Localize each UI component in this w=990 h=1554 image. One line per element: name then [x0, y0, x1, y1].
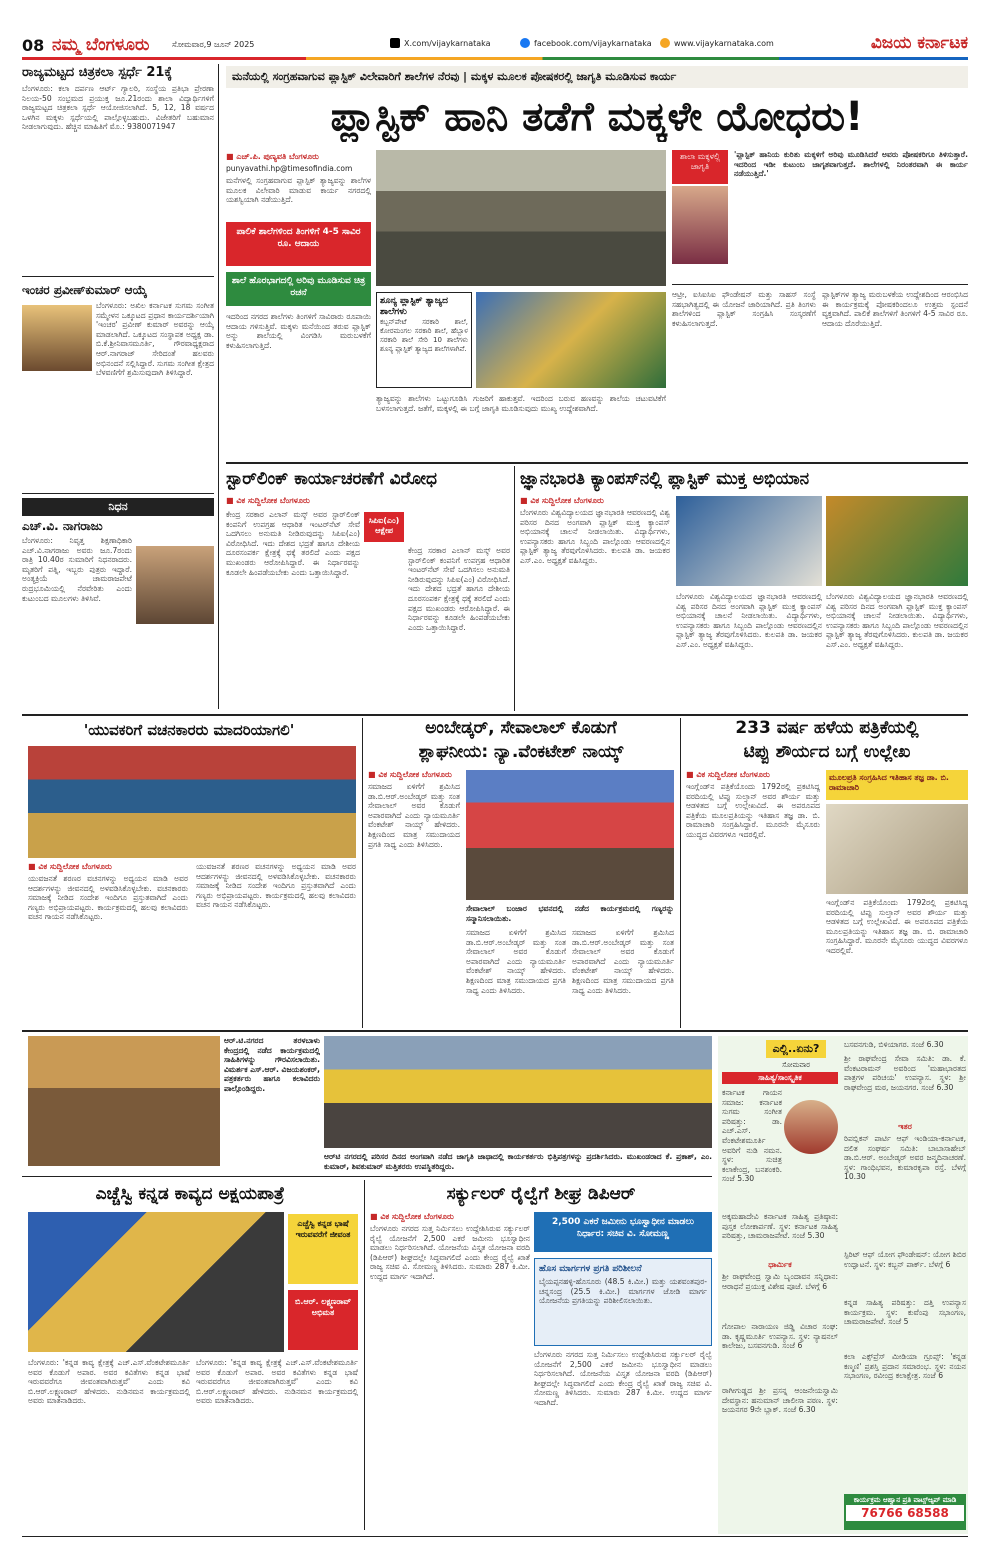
obituary-photo [136, 546, 214, 624]
yuva-photo [28, 746, 356, 858]
divider [22, 276, 214, 277]
circular-body: ಬೆಂಗಳೂರು ನಗರದ ಸುತ್ತ ನಿರ್ಮಿಸಲು ಉದ್ದೇಶಿಸಿರುವ ಸರ್ಕ್ಯುಲರ್ ರೈಲ್ವೆ ಯೋಜನೆಗೆ 2,500 ಎಕರೆ ಜಮೀನು ಭೂಸ್ವಾಧೀನ ಮಾಡಲು ನಿರ್ಧರಿಸಲಾಗಿದೆ. ಯೋಜನೆಯ ವಿಸ್ತೃತ ಯೋಜನಾ ವರದಿ (ಡಿಪಿಆರ್) ಶೀಘ್ರದಲ್ಲೇ ಸಿದ್ಧವಾಗಲಿದೆ ಎಂದು ಕೇಂದ್ರ ರೈಲ್ವೆ ಖಾತೆ ರಾಜ್ಯ ಸಚಿವ ವಿ. ಸೋಮಣ್ಣ ತಿಳಿಸಿದರು. ಸುಮಾರು 287 ಕಿ.ಮೀ. ಉದ್ದದ ಮಾರ್ಗ ಇದಾಗಿದೆ. [370, 1224, 530, 1281]
masthead [22, 32, 968, 56]
ambedkar-body: ಸಮಾಜದ ಏಳಿಗೆಗೆ ಶ್ರಮಿಸಿದ ಡಾ.ಬಿ.ಆರ್.ಅಂಬೇಡ್ಕರ್ ಮತ್ತು ಸಂತ ಸೇವಾಲಾಲ್ ಅವರ ಕೊಡುಗೆ ಅಪಾರವಾಗಿದೆ ಎಂದು ನ್ಯಾಯಮೂರ್ತಿ ವೆಂಕಟೇಶ್ ನಾಯ್ಕ್ ಹೇಳಿದರು. ಶಿಕ್ಷಣದಿಂದ ಮಾತ್ರ ಸಮುದಾಯದ ಪ್ರಗತಿ ಸಾಧ್ಯ ಎಂದು ತಿಳಿಸಿದರು. [368, 782, 460, 849]
left-headline-2: ಇಂಚರ ಪ್ರವೀಣ್‌ಕುಮಾರ್ ಆಯ್ಕೆ [22, 283, 148, 297]
quote-tag: ಶಾಲಾ ಮಕ್ಕಳಲ್ಲಿ ಜಾಗೃತಿ [672, 150, 728, 184]
tipu-box: ಮೂಲಪ್ರತಿ ಸಂಗ್ರಹಿಸಿದ ಇತಿಹಾಸ ತಜ್ಞ ಡಾ. ಬಿ. ರಾಮಾಚಾರಿ [826, 770, 968, 800]
jnana-body-2: ಬೆಂಗಳೂರು ವಿಶ್ವವಿದ್ಯಾಲಯದ ಜ್ಞಾನಭಾರತಿ ಆವರಣದಲ್ಲಿ ವಿಶ್ವ ಪರಿಸರ ದಿನದ ಅಂಗವಾಗಿ ಪ್ಲಾಸ್ಟಿಕ್ ಮುಕ್ತ ಕ್ಯಾಂಪಸ್ ಅಭಿಯಾನಕ್ಕೆ ಚಾಲನೆ ನೀಡಲಾಯಿತು. ವಿದ್ಯಾರ್ಥಿಗಳು, ಉಪನ್ಯಾಸಕರು ಹಾಗೂ ಸಿಬ್ಬಂದಿ ಪಾಲ್ಗೊಂಡು ಆವರಣದಲ್ಲಿನ ಪ್ಲಾಸ್ಟಿಕ್ ತ್ಯಾಜ್ಯ ತೆರವುಗೊಳಿಸಿದರು. ಕುಲಪತಿ ಡಾ. ಜಯಕರ ಎಸ್.ಎಂ. ಅಧ್ಯಕ್ಷತೆ ವಹಿಸಿದ್ದರು. [676, 592, 822, 649]
tipu-body: ಇಂಗ್ಲೆಂಡ್‌ನ ಪತ್ರಿಕೆಯೊಂದು 1792ರಲ್ಲಿ ಪ್ರಕಟಿಸಿದ್ದ ವರದಿಯಲ್ಲಿ ಟಿಪ್ಪು ಸುಲ್ತಾನ್ ಅವರ ಶೌರ್ಯ ಮತ್ತು ಆಡಳಿತದ ಬಗ್ಗೆ ಉಲ್ಲೇಖವಿದೆ. ಈ ಅಪರೂಪದ ಪತ್ರಿಕೆಯ ಮೂಲಪ್ರತಿಯನ್ನು ಇತಿಹಾಸ ತಜ್ಞ ಡಾ. ಬಿ. ರಾಮಾಚಾರಿ ಸಂಗ್ರಹಿಸಿದ್ದಾರೆ. ಮೂರನೇ ಮೈಸೂರು ಯುದ್ಧದ ವಿವರಗಳೂ ಇದರಲ್ಲಿವೆ. [686, 782, 820, 839]
jnana-byline: ■ ವಿಕ ಸುದ್ದಿಲೋಕ ಬೆಂಗಳೂರು [520, 496, 604, 505]
ambedkar-byline: ■ ವಿಕ ಸುದ್ದಿಲೋಕ ಬೆಂಗಳೂರು [368, 770, 452, 779]
events-section-2: ಧಾರ್ಮಿಕ [768, 1260, 792, 1269]
event-right-6: ಕನ್ನಡ ಸಾಹಿತ್ಯ ಪರಿಷತ್ತು: ದತ್ತಿ ಉಪನ್ಯಾಸ ಕಾರ್ಯಕ್ರಮ. ಸ್ಥಳ: ಕುವೆಂಪು ಸಭಾಂಗಣ, ಚಾಮರಾಜಪೇಟೆ. ಸಂಜೆ 5 [844, 1298, 966, 1327]
obituary-label: ನಿಧನ [22, 498, 214, 516]
lead-email: punyavathi.hp@timesofindia.com [226, 164, 353, 173]
event-item-3: ಶ್ರೀ ರಾಘವೇಂದ್ರ ಸ್ವಾಮಿ ಬೃಂದಾವನ ಸನ್ನಿಧಾನ: ಆರಾಧನೆ ಪ್ರಯುಕ್ತ ವಿಶೇಷ ಪೂಜೆ. ಬೆಳಗ್ಗೆ 6 [722, 1272, 838, 1291]
quote-person-photo [672, 186, 728, 264]
ambedkar-headline-1: ಅಂಬೇಡ್ಕರ್, ಸೇವಾಲಾಲ್ ಕೊಡುಗೆ [425, 718, 617, 738]
divider [672, 284, 968, 285]
column-rule [680, 718, 681, 1028]
lead-body-b: ಇದರಿಂದ ನಗರದ ಶಾಲೆಗಳು ತಿಂಗಳಿಗೆ ಸಾವಿರಾರು ರೂಪಾಯಿ ಆದಾಯ ಗಳಿಸುತ್ತಿವೆ. ಮಕ್ಕಳು ಮನೆಯಿಂದ ತರುವ ಪ್ಲಾಸ್ಟಿಕ್ ಅನ್ನು ಶಾಲೆಯಲ್ಲಿ ವಿಂಗಡಿಸಿ ಮರುಬಳಕೆಗೆ ಕಳುಹಿಸಲಾಗುತ್ತಿದೆ. [226, 312, 371, 350]
divider [22, 493, 214, 494]
ambedkar-body-2: ಸಮಾಜದ ಏಳಿಗೆಗೆ ಶ್ರಮಿಸಿದ ಡಾ.ಬಿ.ಆರ್.ಅಂಬೇಡ್ಕರ್ ಮತ್ತು ಸಂತ ಸೇವಾಲಾಲ್ ಅವರ ಕೊಡುಗೆ ಅಪಾರವಾಗಿದೆ ಎಂದು ನ್ಯಾಯಮೂರ್ತಿ ವೆಂಕಟೇಶ್ ನಾಯ್ಕ್ ಹೇಳಿದರು. ಶಿಕ್ಷಣದಿಂದ ಮಾತ್ರ ಸಮುದಾಯದ ಪ್ರಗತಿ ಸಾಧ್ಯ ಎಂದು ತಿಳಿಸಿದರು. [466, 928, 566, 995]
event-item-1: ಕರ್ನಾಟಕ ಗಾಯನ ಸಮಾಜ: ಕರ್ನಾಟಕ ಸುಗಮ ಸಂಗೀತ ಪರಿಷತ್ತು: ಡಾ. ಎಚ್.ಎಸ್. ವೆಂಕಟೇಶಮೂರ್ತಿ ಅವರಿಗೆ ನುಡಿ ನಮನ. ಸ್ಥಳ: ಸುಚಿತ್ರ ಕಲಾಕೇಂದ್ರ, ಬನಶಂಕರಿ. ಸಂಜೆ 5.30 [722, 1088, 782, 1184]
yuva-byline: ■ ವಿಕ ಸುದ್ದಿಲೋಕ ಬೆಂಗಳೂರು [28, 862, 112, 871]
circular-subhead: 2,500 ಎಕರೆ ಜಮೀನು ಭೂಸ್ವಾಧೀನ ಮಾಡಲು ನಿರ್ಧಾರ: ಸಚಿವ ವಿ. ಸೋಮಣ್ಣ [534, 1212, 712, 1252]
facebook-link[interactable]: facebook.com/vijaykarnataka [534, 39, 652, 48]
tipu-body-2: ಇಂಗ್ಲೆಂಡ್‌ನ ಪತ್ರಿಕೆಯೊಂದು 1792ರಲ್ಲಿ ಪ್ರಕಟಿಸಿದ್ದ ವರದಿಯಲ್ಲಿ ಟಿಪ್ಪು ಸುಲ್ತಾನ್ ಅವರ ಶೌರ್ಯ ಮತ್ತು ಆಡಳಿತದ ಬಗ್ಗೆ ಉಲ್ಲೇಖವಿದೆ. ಈ ಅಪರೂಪದ ಪತ್ರಿಕೆಯ ಮೂಲಪ್ರತಿಯನ್ನು ಇತಿಹಾಸ ತಜ್ಞ ಡಾ. ಬಿ. ರಾಮಾಚಾರಿ ಸಂಗ್ರಹಿಸಿದ್ದಾರೆ. ಮೂರನೇ ಮೈಸೂರು ಯುದ್ಧದ ವಿವರಗಳೂ ಇದರಲ್ಲಿವೆ. [826, 898, 968, 955]
ambedkar-headline-2: ಶ್ಲಾಘನೀಯ: ನ್ಯಾ.ವೆಂಕಟೇಶ್ ನಾಯ್ಕ್ [418, 742, 624, 762]
event-right-1: ಬಸವನಗುಡಿ, ಬಿಳಿಯಾಗರ. ಸಂಜೆ 6.30 [844, 1040, 944, 1049]
divider [22, 1176, 712, 1177]
tipu-headline-1: 233 ವರ್ಷ ಹಳೆಯ ಪತ್ರಿಕೆಯಲ್ಲಿ [735, 718, 919, 738]
kavya-body: ಬೆಂಗಳೂರು: 'ಕನ್ನಡ ಕಾವ್ಯ ಕ್ಷೇತ್ರಕ್ಕೆ ಎಚ್.ಎಸ್.ವೆಂಕಟೇಶಮೂರ್ತಿ ಅವರ ಕೊಡುಗೆ ಅಪಾರ. ಅವರ ಕವಿತೆಗಳು ಕನ್ನಡ ಭಾಷೆ ಇರುವವರೆಗೂ ಜೀವಂತವಾಗಿರುತ್ತವೆ' ಎಂದು ಕವಿ ಬಿ.ಆರ್.ಲಕ್ಷ್ಮಣರಾವ್ ಹೇಳಿದರು. ನುಡಿನಮನ ಕಾರ್ಯಕ್ರಮದಲ್ಲಿ ಅವರು ಮಾತನಾಡಿದರು. [28, 1358, 190, 1406]
event-item-2: ಅಕ್ಕಮಹಾದೇವಿ ಕರ್ನಾಟಕ ಸಾಹಿತ್ಯ ಪ್ರತಿಷ್ಠಾನ: ಪುಸ್ತಕ ಲೋಕಾರ್ಪಣೆ. ಸ್ಥಳ: ಕರ್ನಾಟಕ ಸಾಹಿತ್ಯ ಪರಿಷತ್ತು, ಚಾಮರಾಜಪೇಟೆ. ಸಂಜೆ 5.30 [722, 1212, 838, 1241]
divider [22, 1536, 968, 1537]
yuva-headline: 'ಯುವಕರಿಗೆ ವಚನಕಾರರು ಮಾದರಿಯಾಗಲಿ' [83, 721, 295, 739]
page-number: 08 [22, 36, 45, 55]
website-link[interactable]: www.vijaykarnataka.com [674, 39, 774, 48]
event-right-5: ಸ್ಪಿರಿಟ್ ಆಫ್ ಯೋಗ ಫೌಂಡೇಷನ್: ಯೋಗ ಶಿಬಿರ ಉದ್ಘಾಟನೆ. ಸ್ಥಳ: ಕಬ್ಬನ್ ಪಾರ್ಕ್. ಬೆಳಗ್ಗೆ 6 [844, 1250, 966, 1269]
ambedkar-body-3: ಸಮಾಜದ ಏಳಿಗೆಗೆ ಶ್ರಮಿಸಿದ ಡಾ.ಬಿ.ಆರ್.ಅಂಬೇಡ್ಕರ್ ಮತ್ತು ಸಂತ ಸೇವಾಲಾಲ್ ಅವರ ಕೊಡುಗೆ ಅಪಾರವಾಗಿದೆ ಎಂದು ನ್ಯಾಯಮೂರ್ತಿ ವೆಂಕಟೇಶ್ ನಾಯ್ಕ್ ಹೇಳಿದರು. ಶಿಕ್ಷಣದಿಂದ ಮಾತ್ರ ಸಮುದಾಯದ ಪ್ರಗತಿ ಸಾಧ್ಯ ಎಂದು ತಿಳಿಸಿದರು. [572, 928, 674, 995]
globe-icon [660, 38, 670, 48]
left-body-2: ಬೆಂಗಳೂರು: ಅಖಿಲ ಕರ್ನಾಟಕ ಸುಗಮ ಸಂಗೀತ ಸಮ್ಮೇಳನ ಒಕ್ಕೂಟದ ಪ್ರಧಾನ ಕಾರ್ಯದರ್ಶಿಯಾಗಿ 'ಇಂಚರ' ಪ್ರವೀಣ್ ಕುಮಾರ್ ಅವರನ್ನು ಆಯ್ಕೆ ಮಾಡಲಾಗಿದೆ. ಒಕ್ಕೂಟದ ಸಂಸ್ಥಾಪಕ ಅಧ್ಯಕ್ಷ ಡಾ. ಬಿ.ಕೆ.ಶ್ರೀನಿವಾಸಮೂರ್ತಿ, ಗೌರವಾಧ್ಯಕ್ಷರಾದ ಆರ್.ನಾಗರಾಜ್ ಸೇರಿದಂತೆ ಹಲವರು ಅಭಿನಂದನೆ ಸಲ್ಲಿಸಿದ್ದಾರೆ. ಸುಗಮ ಸಂಗೀತ ಕ್ಷೇತ್ರದ ಬೆಳವಣಿಗೆಗೆ ಶ್ರಮಿಸುವುದಾಗಿ ತಿಳಿಸಿದ್ದಾರೆ. [96, 301, 214, 378]
tipu-byline: ■ ವಿಕ ಸುದ್ದಿಲೋಕ ಬೆಂಗಳೂರು [686, 770, 770, 779]
section-name: ನಮ್ಮ ಬೆಂಗಳೂರು [52, 35, 150, 55]
green-box-text: ಶಾಲೆ ಹೊರಭಾಗದಲ್ಲಿ ಅರಿವು ಮೂಡಿಸುವ ಚಿತ್ರ ರಚನೆ [231, 276, 366, 298]
event-item-4: ಗೋಪಾಲ ನಾರಾಯಣ ಜಿಡ್ಡಿ ವಿಚಾರ ಸಂಘ: ಡಾ. ಕೃಷ್ಣಮೂರ್ತಿ ಉಪನ್ಯಾಸ. ಸ್ಥಳ: ನ್ಯಾಷನಲ್ ಕಾಲೇಜು, ಬಸವನಗುಡಿ. ಸಂಜೆ 6 [722, 1322, 838, 1351]
photo-caption-title: ಶೂನ್ಯ ಪ್ಲಾಸ್ಟಿಕ್ ತ್ಯಾಜ್ಯದ ಶಾಲೆಗಳು [380, 296, 448, 317]
jnana-body-3: ಬೆಂಗಳೂರು ವಿಶ್ವವಿದ್ಯಾಲಯದ ಜ್ಞಾನಭಾರತಿ ಆವರಣದಲ್ಲಿ ವಿಶ್ವ ಪರಿಸರ ದಿನದ ಅಂಗವಾಗಿ ಪ್ಲಾಸ್ಟಿಕ್ ಮುಕ್ತ ಕ್ಯಾಂಪಸ್ ಅಭಿಯಾನಕ್ಕೆ ಚಾಲನೆ ನೀಡಲಾಯಿತು. ವಿದ್ಯಾರ್ಥಿಗಳು, ಉಪನ್ಯಾಸಕರು ಹಾಗೂ ಸಿಬ್ಬಂದಿ ಪಾಲ್ಗೊಂಡು ಆವರಣದಲ್ಲಿನ ಪ್ಲಾಸ್ಟಿಕ್ ತ್ಯಾಜ್ಯ ತೆರವುಗೊಳಿಸಿದರು. ಕುಲಪತಿ ಡಾ. ಜಯಕರ ಎಸ್.ಎಂ. ಅಧ್ಯಕ್ಷತೆ ವಹಿಸಿದ್ದರು. [826, 592, 968, 649]
lead-byline: ■ ಎಚ್.ಪಿ. ಪುಣ್ಯವತಿ ಬೆಂಗಳೂರು [226, 152, 319, 161]
green-highlight-box [226, 272, 371, 306]
lead-headline: ಪ್ಲಾಸ್ಟಿಕ್ ಹಾನಿ ತಡೆಗೆ ಮಕ್ಕಳೇ ಯೋಧರು! [330, 94, 864, 140]
left-headline-1: ರಾಜ್ಯಮಟ್ಟದ ಚಿತ್ರಕಲಾ ಸ್ಪರ್ಧೆ 21ಕ್ಕೆ [22, 65, 173, 80]
left-body-1: ಬೆಂಗಳೂರು: ಕಲಾ ದರ್ಪಣ ಆರ್ಟ್ ಗ್ಯಾಲರಿ, ಸಂಸ್ಥೆಯ ಪ್ರತಿಭಾ ಪ್ರೇರಣಾ ನಿಲಯ-50 ಸಂಭ್ರಮದ ಪ್ರಯುಕ್ತ ಜೂ.21ರಂದು ಶಾಲಾ ವಿದ್ಯಾರ್ಥಿಗಳಿಗೆ ರಾಜ್ಯಮಟ್ಟದ ಚಿತ್ರಕಲಾ ಸ್ಪರ್ಧೆ ಆಯೋಜಿಸಲಾಗಿದೆ. 5, 12, 18 ವರ್ಷದ ಒಳಗಿನ ಮಕ್ಕಳು ಸ್ಪರ್ಧೆಯಲ್ಲಿ ಪಾಲ್ಗೊಳ್ಳಬಹುದು. ವಿಜೇತರಿಗೆ ಬಹುಮಾನ ನೀಡಲಾಗುವುದು. ಹೆಚ್ಚಿನ ಮಾಹಿತಿಗೆ ಮೊ.: 9380071947 [22, 84, 214, 132]
literary-event-photo [28, 1036, 220, 1166]
yuva-body-2: ಯುವಜನತೆ ಶರಣರ ವಚನಗಳನ್ನು ಅಧ್ಯಯನ ಮಾಡಿ ಅವರ ಆದರ್ಶಗಳನ್ನು ಜೀವನದಲ್ಲಿ ಅಳವಡಿಸಿಕೊಳ್ಳಬೇಕು. ವಚನಕಾರರು ಸಮಾಜಕ್ಕೆ ನೀಡಿದ ಸಂದೇಶ ಇಂದಿಗೂ ಪ್ರಸ್ತುತವಾಗಿದೆ ಎಂದು ಗಣ್ಯರು ಅಭಿಪ್ರಾಯಪಟ್ಟರು. ಕಾರ್ಯಕ್ರಮದಲ್ಲಿ ಹಲವು ಕಲಾವಿದರು ವಚನ ಗಾಯನ ನಡೆಸಿಕೊಟ್ಟರು. [196, 862, 356, 910]
rally-photo [324, 1036, 712, 1148]
lead-kicker: ಮನೆಯಲ್ಲಿ ಸಂಗ್ರಹವಾಗುವ ಪ್ಲಾಸ್ಟಿಕ್ ವಿಲೇವಾರಿಗೆ ಶಾಲೆಗಳ ನೆರವು | ಮಕ್ಕಳ ಮೂಲಕ ಪೋಷಕರಲ್ಲಿ ಜಾಗೃತಿ ಮೂಡಿಸುವ ಕಾರ್ಯ [226, 66, 968, 88]
photo-caption-body: ಕಬ್ಬನ್‌ಪೇಟೆ ಸರಕಾರಿ ಶಾಲೆ, ಕೋರಮಂಗಲ ಸರಕಾರಿ ಶಾಲೆ, ಹೆಬ್ಬಾಳ ಸರಕಾರಿ ಶಾಲೆ ಸೇರಿ 10 ಶಾಲೆಗಳು ಶೂನ್ಯ ಪ್ಲಾಸ್ಟಿಕ್ ತ್ಯಾಜ್ಯದ ಶಾಲೆಗಳಾಗಿವೆ. [380, 318, 468, 353]
circular-box-title: ಹೊಸ ಮಾರ್ಗಗಳ ಪ್ರಗತಿ ಪರಿಶೀಲನೆ [539, 1264, 642, 1274]
event-right-7: ಕಲಾ ಎಕ್ಸ್‌ಪ್ರೆಸ್ ಮೀಡಿಯಾ ಗ್ರೂಪ್ಸ್: 'ಕನ್ನಡ ಕಣ್ಮಣಿ' ಪ್ರಶಸ್ತಿ ಪ್ರದಾನ ಸಮಾರಂಭ. ಸ್ಥಳ: ನಯನ ಸಭಾಂಗಣ, ರವೀಂದ್ರ ಕಲಾಕ್ಷೇತ್ರ. ಸಂಜೆ 6 [844, 1352, 966, 1381]
column-rule [364, 1180, 365, 1530]
event-item-5: ರಾಗೀಗುಡ್ಡದ ಶ್ರೀ ಪ್ರಸನ್ನ ಆಂಜನೇಯಸ್ವಾಮಿ ದೇವಸ್ಥಾನ: ಹನುಮಾನ್ ಚಾಲೀಸಾ ಪಠಣ. ಸ್ಥಳ: ಜಯನಗರ 9ನೇ ಬ್ಲಾಕ್. ಸಂಜೆ 6.30 [722, 1386, 838, 1415]
ambedkar-caption: ಸೇವಾಲಾಲ್ ಬಂಜಾರ ಭವನದಲ್ಲಿ ನಡೆದ ಕಾರ್ಯಕ್ರಮದಲ್ಲಿ ಗಣ್ಯರನ್ನು ಸನ್ಮಾನಿಸಲಾಯಿತು. [466, 904, 674, 923]
circular-box-body: ಬೈಯಪ್ಪನಹಳ್ಳಿ-ಹೊಸೂರು (48.5 ಕಿ.ಮೀ.) ಮತ್ತು ಯಶವಂತಪುರ-ಚನ್ನಸಂದ್ರ (25.5 ಕಿ.ಮೀ.) ಮಾರ್ಗಗಳ ಜೋಡಿ ಮಾರ್ಗ ಯೋಜನೆಯ ಪ್ರಗತಿಯನ್ನು ಪರಿಶೀಲಿಸಲಾಯಿತು. [539, 1277, 707, 1306]
rally-caption: ಆರ್‌ಟಿ ನಗರದಲ್ಲಿ ಪರಿಸರ ದಿನದ ಅಂಗವಾಗಿ ನಡೆದ ಜಾಗೃತಿ ಜಾಥಾದಲ್ಲಿ ಕಾರ್ಯಕರ್ತರು ಭಿತ್ತಿಪತ್ರಗಳನ್ನು ಪ್ರದರ್ಶಿಸಿದರು. ಮುಖಂಡರಾದ ಕೆ. ಪ್ರಕಾಶ್, ಎಂ. ಕುಮಾರ್, ಶಿವಕುಮಾರ್ ಮತ್ತಿತರರು ಉಪಸ್ಥಿತರಿದ್ದರು. [324, 1152, 712, 1171]
x-handle[interactable]: X.com/vijaykarnataka [404, 39, 491, 48]
jnana-headline: ಜ್ಞಾನಭಾರತಿ ಕ್ಯಾಂಪಸ್‌ನಲ್ಲಿ ಪ್ಲಾಸ್ಟಿಕ್ ಮುಕ್ತ ಅಭಿಯಾನ [520, 469, 810, 489]
ambedkar-photo [466, 770, 674, 900]
events-title: ಎಲ್ಲಿ..ಏನು? [766, 1040, 826, 1058]
kavya-box-1: ಎಚ್ಚೆಸ್ವಿ ಕನ್ನಡ ಭಾಷೆ ಇರುವವರೆಗೆ ಜೀವಂತ [288, 1214, 358, 1284]
issue-date: ಸೋಮವಾರ,9 ಜೂನ್ 2025 [172, 40, 255, 49]
kavya-photo [28, 1212, 284, 1352]
column-rule [362, 718, 363, 1028]
event-person-photo [784, 1100, 838, 1154]
event-right-3: ಇತರ [898, 1122, 912, 1131]
event-right-2: ಶ್ರೀ ರಾಘವೇಂದ್ರ ಸೇವಾ ಸಮಿತಿ: ಡಾ. ಕೆ. ವೆಂಕಟರಾಮನ್ ಅವರಿಂದ 'ಮಹಾಭಾರತದ ಪಾತ್ರಗಳ ಪರಿಚಯ' ಉಪನ್ಯಾಸ. ಸ್ಥಳ: ಶ್ರೀ ರಾಘವೇಂದ್ರ ಮಠ, ಜಯನಗರ. ಸಂಜೆ 6.30 [844, 1054, 966, 1092]
literary-event-caption: ಆರ್.ಟಿ.ನಗರದ ತರಳಬಾಳು ಕೇಂದ್ರದಲ್ಲಿ ನಡೆದ ಕಾರ್ಯಕ್ರಮದಲ್ಲಿ ಸಾಹಿತಿಗಳನ್ನು ಗೌರವಿಸಲಾಯಿತು. ವಿಮರ್ಶಕ ಎಸ್.ಆರ್. ವಿಜಯಶಂಕರ್, ಪತ್ರಕರ್ತರು ಹಾಗೂ ಕಲಾವಿದರು ಪಾಲ್ಗೊಂಡಿದ್ದರು. [224, 1036, 320, 1093]
paper-logo: ವಿಜಯ ಕರ್ನಾಟಕ [870, 33, 968, 53]
starlink-headline: ಸ್ಟಾರ್‌ಲಿಂಕ್ ಕಾರ್ಯಾಚರಣೆಗೆ ವಿರೋಧ [226, 469, 437, 489]
lead-body-c: ತ್ಯಾಜ್ಯವನ್ನು ಶಾಲೆಗಳು ಒಟ್ಟುಗೂಡಿಸಿ ಗುಜರಿಗೆ ಹಾಕುತ್ತವೆ. ಇದರಿಂದ ಬರುವ ಹಣವನ್ನು ಶಾಲೆಯ ಚಟುವಟಿಕೆಗೆ ಬಳಸಲಾಗುತ್ತದೆ. ಜತೆಗೆ, ಮಕ್ಕಳಲ್ಲಿ ಈ ಬಗ್ಗೆ ಜಾಗೃತಿ ಮೂಡಿಸುವುದು ಮುಖ್ಯ ಉದ್ದೇಶವಾಗಿದೆ. [376, 394, 666, 413]
events-phone[interactable]: 76766 68588 [846, 1505, 964, 1521]
jnana-body: ಬೆಂಗಳೂರು ವಿಶ್ವವಿದ್ಯಾಲಯದ ಜ್ಞಾನಭಾರತಿ ಆವರಣದಲ್ಲಿ ವಿಶ್ವ ಪರಿಸರ ದಿನದ ಅಂಗವಾಗಿ ಪ್ಲಾಸ್ಟಿಕ್ ಮುಕ್ತ ಕ್ಯಾಂಪಸ್ ಅಭಿಯಾನಕ್ಕೆ ಚಾಲನೆ ನೀಡಲಾಯಿತು. ವಿದ್ಯಾರ್ಥಿಗಳು, ಉಪನ್ಯಾಸಕರು ಹಾಗೂ ಸಿಬ್ಬಂದಿ ಪಾಲ್ಗೊಂಡು ಆವರಣದಲ್ಲಿನ ಪ್ಲಾಸ್ಟಿಕ್ ತ್ಯಾಜ್ಯ ತೆರವುಗೊಳಿಸಿದರು. ಕುಲಪತಿ ಡಾ. ಜಯಕರ ಎಸ್.ಎಂ. ಅಧ್ಯಕ್ಷತೆ ವಹಿಸಿದ್ದರು. [520, 508, 670, 565]
jnana-photo-1 [676, 496, 822, 586]
divider [22, 1030, 968, 1032]
obituary-body: ಬೆಂಗಳೂರು: ನಿವೃತ್ತ ಶಿಕ್ಷಣಾಧಿಕಾರಿ ಎಚ್.ವಿ.ನಾಗರಾಜು ಅವರು ಜೂ.7ರಂದು ರಾತ್ರಿ 10.40ರ ಸುಮಾರಿಗೆ ನಿಧನರಾದರು. ಮೃತರಿಗೆ ಪತ್ನಿ, ಇಬ್ಬರು ಪುತ್ರರು ಇದ್ದಾರೆ. ಅಂತ್ಯಕ್ರಿಯೆ ಚಾಮರಾಜಪೇಟೆ ರುದ್ರಭೂಮಿಯಲ್ಲಿ ನೆರವೇರಿತು ಎಂದು ಕುಟುಂಬದ ಮೂಲಗಳು ತಿಳಿಸಿವೆ. [22, 536, 132, 603]
kavya-body-2: ಬೆಂಗಳೂರು: 'ಕನ್ನಡ ಕಾವ್ಯ ಕ್ಷೇತ್ರಕ್ಕೆ ಎಚ್.ಎಸ್.ವೆಂಕಟೇಶಮೂರ್ತಿ ಅವರ ಕೊಡುಗೆ ಅಪಾರ. ಅವರ ಕವಿತೆಗಳು ಕನ್ನಡ ಭಾಷೆ ಇರುವವರೆಗೂ ಜೀವಂತವಾಗಿರುತ್ತವೆ' ಎಂದು ಕವಿ ಬಿ.ಆರ್.ಲಕ್ಷ್ಮಣರಾವ್ ಹೇಳಿದರು. ನುಡಿನಮನ ಕಾರ್ಯಕ್ರಮದಲ್ಲಿ ಅವರು ಮಾತನಾಡಿದರು. [196, 1358, 358, 1406]
starlink-byline: ■ ವಿಕ ಸುದ್ದಿಲೋಕ ಬೆಂಗಳೂರು [226, 496, 310, 505]
jnana-photo-2 [826, 496, 968, 586]
starlink-tag: ಸಿಪಿಐ(ಎಂ) ಆಕ್ಷೇಪ [364, 512, 404, 542]
red-box-text: ಪಾಲಿಕೆ ಶಾಲೆಗಳಿಂದ ತಿಂಗಳಿಗೆ 4-5 ಸಾವಿರ ರೂ. ಆದಾಯ [236, 227, 361, 249]
divider [226, 462, 968, 464]
events-footer-label: ಕಾರ್ಯಕ್ರಮ ಆಹ್ವಾನ ಪ್ರತಿ ವಾಟ್ಸ್‌ಆ್ಯಪ್ ಮಾಡಿ [853, 1496, 957, 1504]
starlink-body-2: ಕೇಂದ್ರ ಸರಕಾರ ಎಲಾನ್ ಮಸ್ಕ್ ಅವರ ಸ್ಟಾರ್‌ಲಿಂಕ್ ಕಂಪನಿಗೆ ಉಪಗ್ರಹ ಆಧಾರಿತ ಇಂಟರ್‌ನೆಟ್ ಸೇವೆ ಒದಗಿಸಲು ಅನುಮತಿ ನೀಡಿರುವುದನ್ನು ಸಿಪಿಐ(ಎಂ) ವಿರೋಧಿಸಿದೆ. ಇದು ದೇಶದ ಭದ್ರತೆ ಹಾಗೂ ದೇಶೀಯ ದೂರಸಂಪರ್ಕ ಕ್ಷೇತ್ರಕ್ಕೆ ಧಕ್ಕೆ ತರಲಿದೆ ಎಂದು ಪಕ್ಷದ ಮುಖಂಡರು ಆರೋಪಿಸಿದ್ದಾರೆ. ಈ ನಿರ್ಧಾರವನ್ನು ಕೂಡಲೇ ಹಿಂಪಡೆಯಬೇಕು ಎಂದು ಒತ್ತಾಯಿಸಿದ್ದಾರೆ. [408, 546, 510, 632]
column-rule [218, 64, 219, 709]
x-icon [390, 38, 400, 48]
school-display-photo [476, 292, 666, 388]
lead-body-a: ಮನೆಗಳಲ್ಲಿ ಸಂಗ್ರಹವಾಗುವ ಪ್ಲಾಸ್ಟಿಕ್ ತ್ಯಾಜ್ಯವನ್ನು ಶಾಲೆಗಳ ಮೂಲಕ ವಿಲೇವಾರಿ ಮಾಡುವ ಕಾರ್ಯ ನಗರದಲ್ಲಿ ಯಶಸ್ವಿಯಾಗಿ ನಡೆಯುತ್ತಿದೆ. [226, 176, 371, 205]
circular-headline: ಸರ್ಕ್ಯುಲರ್ ರೈಲ್ವೆಗೆ ಶೀಘ್ರ ಡಿಪಿಆರ್ [446, 1184, 636, 1204]
circular-info-box [534, 1258, 712, 1346]
starlink-body: ಕೇಂದ್ರ ಸರಕಾರ ಎಲಾನ್ ಮಸ್ಕ್ ಅವರ ಸ್ಟಾರ್‌ಲಿಂಕ್ ಕಂಪನಿಗೆ ಉಪಗ್ರಹ ಆಧಾರಿತ ಇಂಟರ್‌ನೆಟ್ ಸೇವೆ ಒದಗಿಸಲು ಅನುಮತಿ ನೀಡಿರುವುದನ್ನು ಸಿಪಿಐ(ಎಂ) ವಿರೋಧಿಸಿದೆ. ಇದು ದೇಶದ ಭದ್ರತೆ ಹಾಗೂ ದೇಶೀಯ ದೂರಸಂಪರ್ಕ ಕ್ಷೇತ್ರಕ್ಕೆ ಧಕ್ಕೆ ತರಲಿದೆ ಎಂದು ಪಕ್ಷದ ಮುಖಂಡರು ಆರೋಪಿಸಿದ್ದಾರೆ. ಈ ನಿರ್ಧಾರವನ್ನು ಕೂಡಲೇ ಹಿಂಪಡೆಯಬೇಕು ಎಂದು ಒತ್ತಾಯಿಸಿದ್ದಾರೆ. [226, 510, 360, 577]
lead-body-d: ಆಟ್ರೀ, ಐಸಿಐಸಿಐ ಫೌಂಡೇಷನ್ ಮತ್ತು ಸಾಹಸ್ ಸಂಸ್ಥೆ ಸಹಭಾಗಿತ್ವದಲ್ಲಿ ಈ ಯೋಜನೆ ಜಾರಿಯಾಗಿದೆ. ಪ್ರತಿ ತಿಂಗಳು ಶಾಲೆಗಳಿಂದ ಪ್ಲಾಸ್ಟಿಕ್ ಸಂಗ್ರಹಿಸಿ ಸಂಸ್ಕರಣೆಗೆ ಕಳುಹಿಸಲಾಗುತ್ತದೆ. [672, 290, 816, 328]
kavya-headline: ಎಚ್ಚೆಸ್ವಿ ಕನ್ನಡ ಕಾವ್ಯದ ಅಕ್ಷಯಪಾತ್ರೆ [95, 1184, 285, 1204]
red-highlight-box [226, 222, 371, 266]
tipu-headline-2: ಟಿಪ್ಪು ಶೌರ್ಯದ ಬಗ್ಗೆ ಉಲ್ಲೇಖ [743, 742, 911, 762]
event-right-4: ರಿಪಬ್ಲಿಕನ್ ಪಾರ್ಟಿ ಆಫ್ ಇಂಡಿಯಾ-ಕರ್ನಾಟಕ, ದಲಿತ ಸಂಘರ್ಷ ಸಮಿತಿ: ಬಾಬಾಸಾಹೇಬ್ ಡಾ.ಬಿ.ಆರ್. ಅಂಬೇಡ್ಕರ್ ಅವರ ಜನ್ಮದಿನಾಚರಣೆ. ಸ್ಥಳ: ಗಾಂಧಿಭವನ, ಕುಮಾರಕೃಪಾ ರಸ್ತೆ. ಬೆಳಗ್ಗೆ 10.30 [844, 1134, 966, 1182]
photo-caption-box [376, 292, 472, 388]
yuva-body: ಯುವಜನತೆ ಶರಣರ ವಚನಗಳನ್ನು ಅಧ್ಯಯನ ಮಾಡಿ ಅವರ ಆದರ್ಶಗಳನ್ನು ಜೀವನದಲ್ಲಿ ಅಳವಡಿಸಿಕೊಳ್ಳಬೇಕು. ವಚನಕಾರರು ಸಮಾಜಕ್ಕೆ ನೀಡಿದ ಸಂದೇಶ ಇಂದಿಗೂ ಪ್ರಸ್ತುತವಾಗಿದೆ ಎಂದು ಗಣ್ಯರು ಅಭಿಪ್ರಾಯಪಟ್ಟರು. ಕಾರ್ಯಕ್ರಮದಲ್ಲಿ ಹಲವು ಕಲಾವಿದರು ವಚನ ಗಾಯನ ನಡೆಸಿಕೊಟ್ಟರು. [28, 874, 188, 922]
column-rule [514, 466, 515, 711]
circular-byline: ■ ವಿಕ ಸುದ್ದಿಲೋಕ ಬೆಂಗಳೂರು [370, 1212, 454, 1221]
facebook-icon [520, 38, 530, 48]
events-section-1: ಸಾಹಿತ್ಯ/ಸಾಂಸ್ಕೃತಿಕ [722, 1072, 838, 1084]
lead-quote: 'ಪ್ಲಾಸ್ಟಿಕ್ ಹಾನಿಯ ಕುರಿತು ಮಕ್ಕಳಿಗೆ ಅರಿವು ಮೂಡಿಸಿದರೆ ಅವರು ಪೋಷಕರಿಗೂ ತಿಳಿಸುತ್ತಾರೆ. ಇದರಿಂದ ಇಡೀ ಕುಟುಂಬ ಜಾಗೃತವಾಗುತ್ತದೆ. ಶಾಲೆಗಳಲ್ಲಿ ನಿರಂತರವಾಗಿ ಈ ಕಾರ್ಯ ನಡೆಯುತ್ತಿದೆ.' [734, 150, 968, 179]
lead-body-e: ಪ್ಲಾಸ್ಟಿಕ್‌ಗಳ ತ್ಯಾಜ್ಯ ಮರುಬಳಕೆಯ ಉದ್ದೇಶದಿಂದ ಆರಂಭಿಸಿದ ಈ ಕಾರ್ಯಕ್ರಮಕ್ಕೆ ಪೋಷಕರಿಂದಲೂ ಉತ್ತಮ ಸ್ಪಂದನೆ ವ್ಯಕ್ತವಾಗಿದೆ. ಪಾಲಿಕೆ ಶಾಲೆಗಳಿಗೆ ತಿಂಗಳಿಗೆ 4-5 ಸಾವಿರ ರೂ. ಆದಾಯ ದೊರೆಯುತ್ತಿದೆ. [822, 290, 968, 328]
plastic-bins-photo [376, 150, 666, 286]
old-newspaper-photo [826, 804, 968, 894]
left-column [22, 64, 214, 724]
obituary-name: ಎಚ್.ವಿ. ನಾಗರಾಜು [22, 519, 103, 533]
portrait-photo [22, 305, 92, 371]
masthead-color-bar [22, 57, 968, 60]
circular-body-2: ಬೆಂಗಳೂರು ನಗರದ ಸುತ್ತ ನಿರ್ಮಿಸಲು ಉದ್ದೇಶಿಸಿರುವ ಸರ್ಕ್ಯುಲರ್ ರೈಲ್ವೆ ಯೋಜನೆಗೆ 2,500 ಎಕರೆ ಜಮೀನು ಭೂಸ್ವಾಧೀನ ಮಾಡಲು ನಿರ್ಧರಿಸಲಾಗಿದೆ. ಯೋಜನೆಯ ವಿಸ್ತೃತ ಯೋಜನಾ ವರದಿ (ಡಿಪಿಆರ್) ಶೀಘ್ರದಲ್ಲೇ ಸಿದ್ಧವಾಗಲಿದೆ ಎಂದು ಕೇಂದ್ರ ರೈಲ್ವೆ ಖಾತೆ ರಾಜ್ಯ ಸಚಿವ ವಿ. ಸೋಮಣ್ಣ ತಿಳಿಸಿದರು. ಸುಮಾರು 287 ಕಿ.ಮೀ. ಉದ್ದದ ಮಾರ್ಗ ಇದಾಗಿದೆ. [534, 1350, 712, 1407]
kavya-box-2: ಬಿ.ಆರ್. ಲಕ್ಷ್ಮಣರಾವ್ ಅಭಿಮತ [288, 1290, 358, 1350]
events-footer [844, 1494, 966, 1530]
events-subtitle: ಸೋಮವಾರ [782, 1061, 810, 1069]
